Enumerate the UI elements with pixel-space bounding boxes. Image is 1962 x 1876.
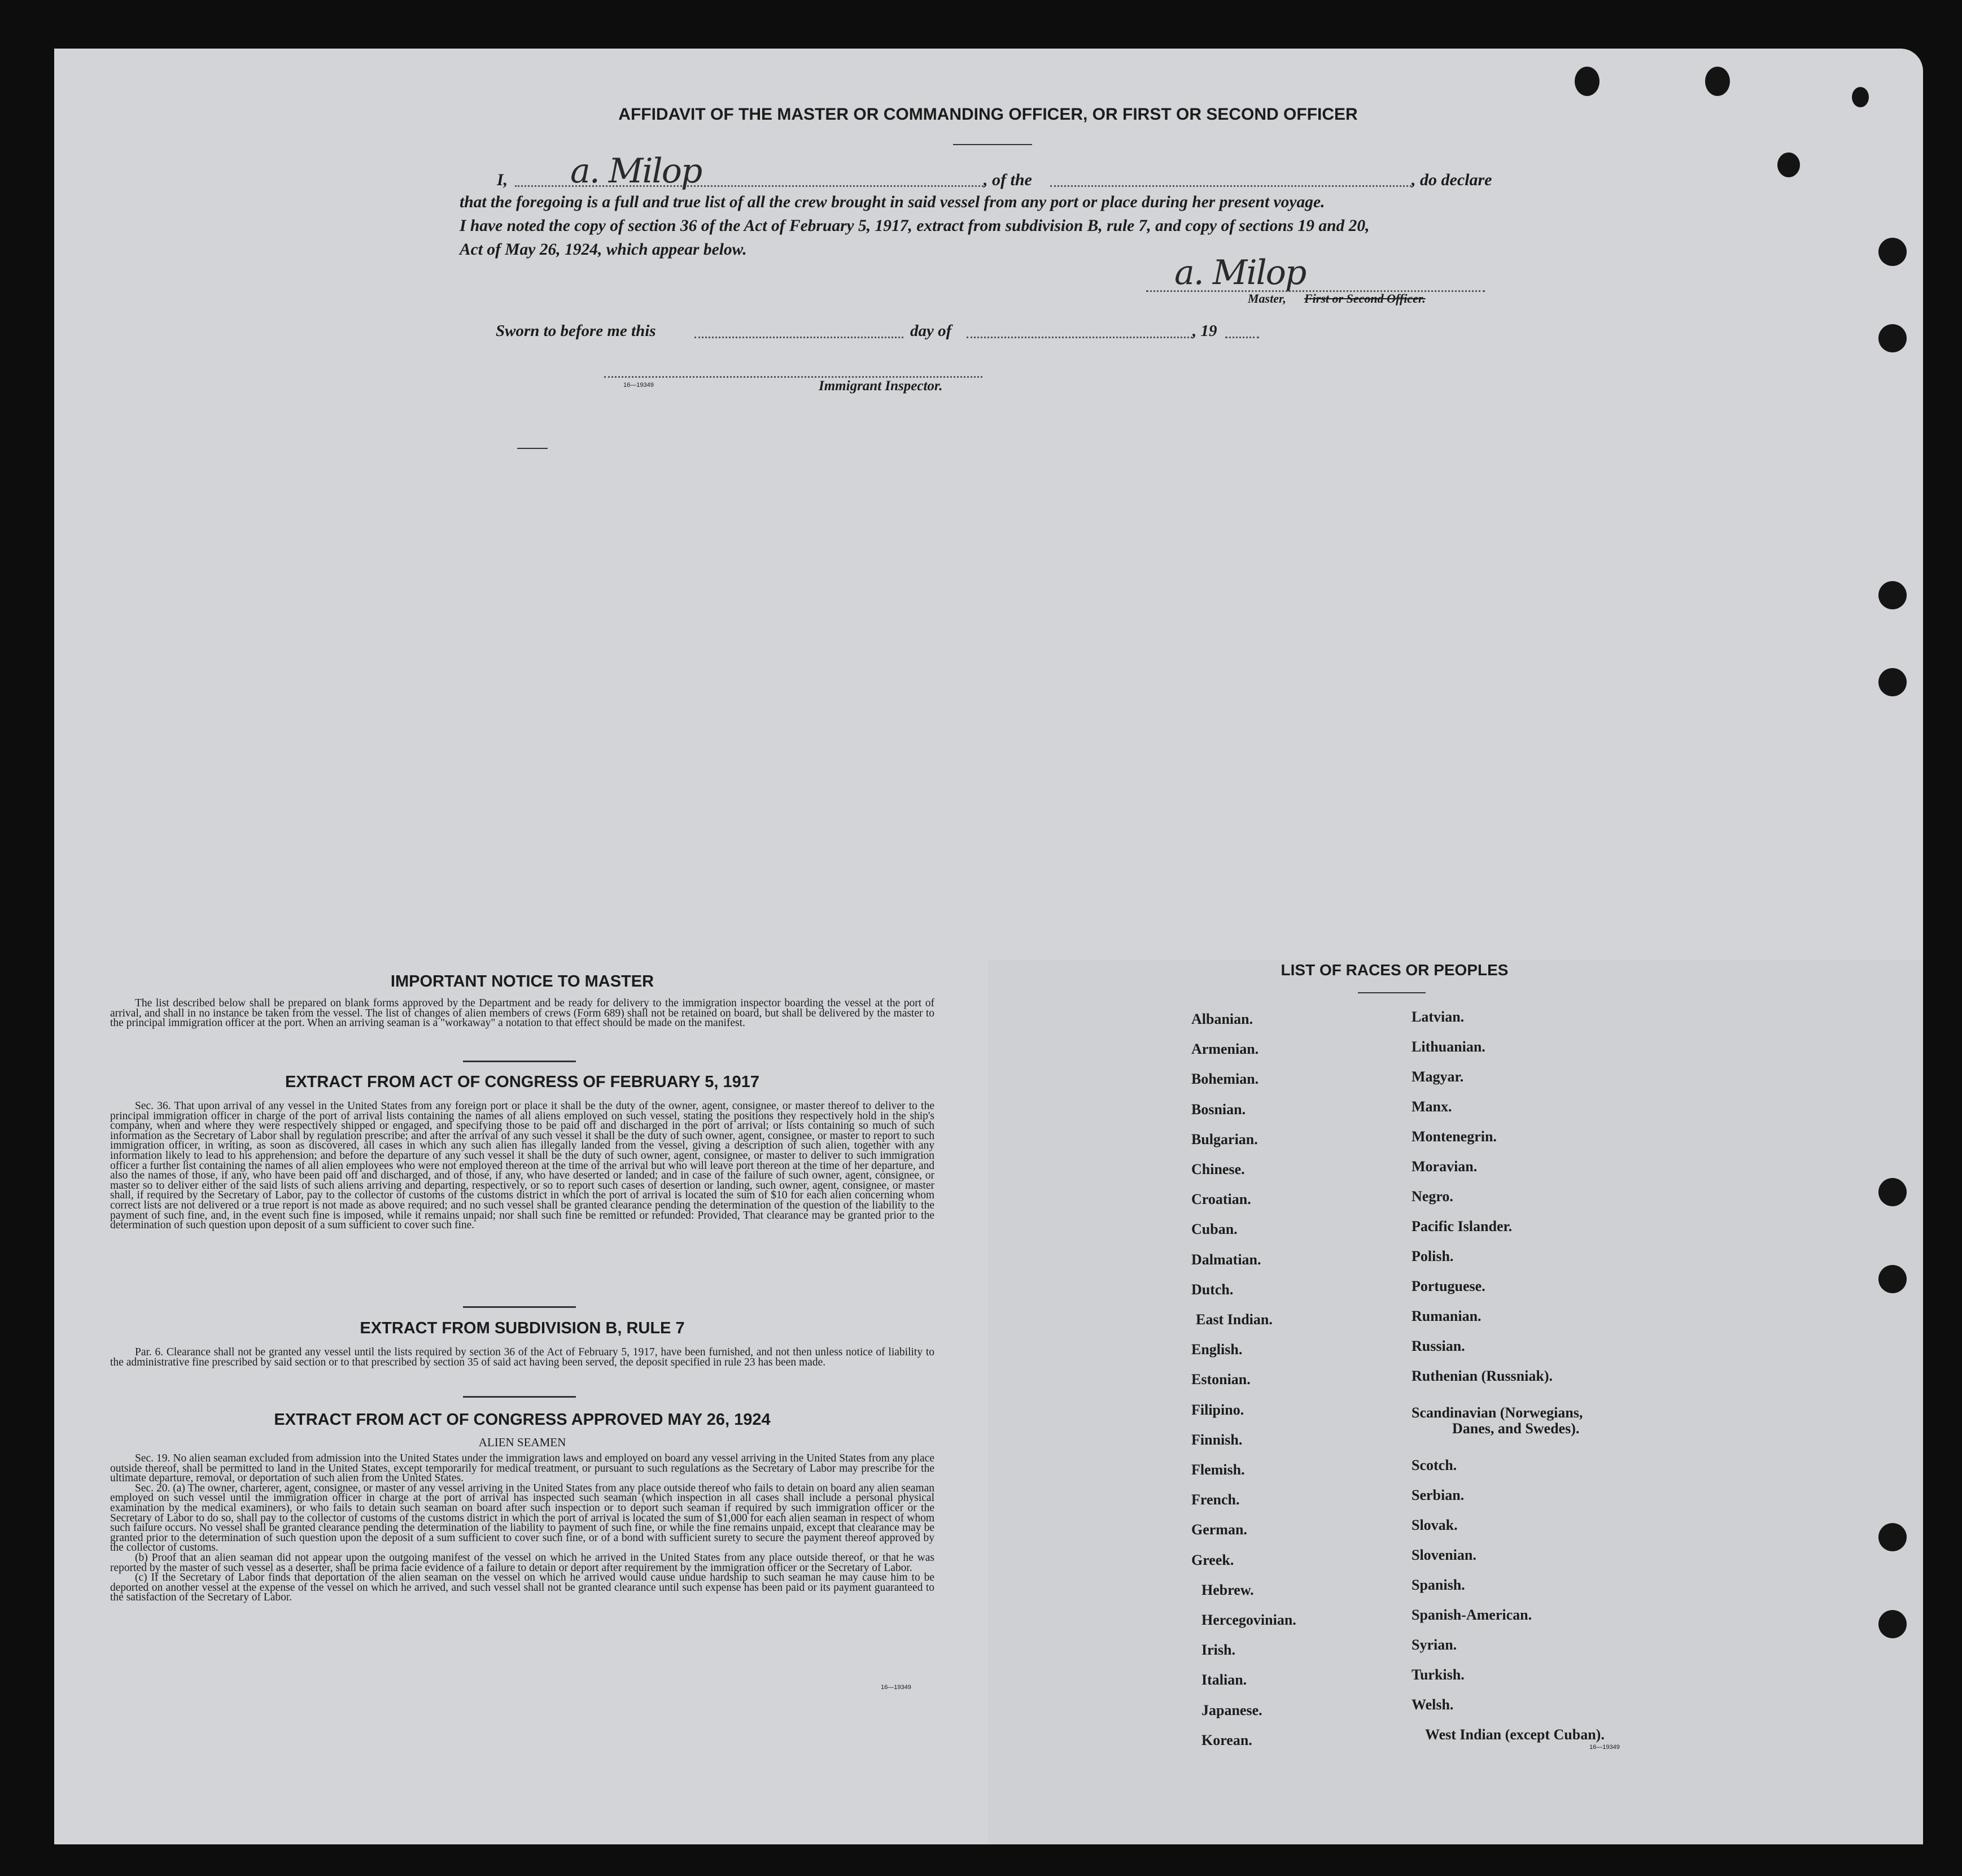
affidavit-title-rule bbox=[953, 144, 1032, 145]
notice-title: IMPORTANT NOTICE TO MASTER bbox=[390, 972, 654, 991]
punch-hole-11 bbox=[1878, 1523, 1907, 1551]
race-item-right: West Indian (except Cuban). bbox=[1425, 1726, 1605, 1743]
punch-hole-6 bbox=[1878, 324, 1907, 352]
notice-text bbox=[110, 998, 934, 1028]
punch-hole-1 bbox=[1575, 67, 1600, 96]
race-item-right: Serbian. bbox=[1412, 1487, 1465, 1503]
master-label: Master, bbox=[1248, 291, 1286, 306]
year-label: , 19 bbox=[1192, 322, 1217, 340]
punch-hole-2 bbox=[1705, 67, 1730, 96]
race-item-left: Bohemian. bbox=[1191, 1071, 1259, 1088]
affidavit-form-number: 16—19349 bbox=[623, 382, 654, 389]
sec-20a-paragraph: Sec. 20. (a) The owner, charterer, agent, consignee, or master of any vessel arriving in the United States from any place outside thereof who fails to detain on board any alien seaman employed on such vessel until the immigration officer in charge at the port of arrival has inspected such seaman (which inspection in all cases shall include a personal physical examination by the medical examiners), or who fails to detain such seaman on board after such inspection or to deport such seaman if required by such immigration officer or the Secretary of Labor to do so, shall pay to the collector of customs of the customs district in which the port of arrival is located the sum of $1,000 for each alien seaman in respect of whom such failure occurs. No vessel shall be granted clearance pending the determination of the liability to payment of such fine, or while the fine remains unpaid, except that clearance may be granted prior to the determination of such question upon the deposit of a sum sufficient to cover such fine, or of a bond with sufficient surety to secure the payment thereof approved by the collector of customs. bbox=[110, 1482, 934, 1554]
race-item-left: Flemish. bbox=[1191, 1461, 1245, 1478]
race-item-right: Turkish. bbox=[1412, 1666, 1465, 1683]
master-name-signature: a. Milop bbox=[570, 151, 702, 191]
punch-hole-5 bbox=[1878, 238, 1907, 266]
subdivision-b-text bbox=[110, 1347, 934, 1367]
race-item-right: Scotch. bbox=[1412, 1457, 1457, 1473]
punch-hole-7 bbox=[1878, 581, 1907, 609]
race-item-left: Greek. bbox=[1191, 1551, 1234, 1568]
race-item-right: Spanish. bbox=[1412, 1577, 1465, 1593]
sworn-day-line bbox=[694, 337, 903, 338]
punch-hole-10 bbox=[1878, 1265, 1907, 1293]
race-item-left: Filipino. bbox=[1191, 1401, 1244, 1418]
race-item-right: Scandinavian (Norwegians, bbox=[1412, 1404, 1583, 1421]
race-item-left: Hebrew. bbox=[1201, 1581, 1254, 1598]
race-item-left: Irish. bbox=[1201, 1642, 1235, 1659]
race-item-left: Hercegovinian. bbox=[1201, 1612, 1296, 1628]
race-item-left: German. bbox=[1191, 1521, 1247, 1538]
race-item-right: Slovenian. bbox=[1412, 1547, 1476, 1563]
par-6-paragraph: Par. 6. Clearance shall not be granted any vessel until the lists required by section 36 of the Act of February 5, 1917, have been furnished, and not then unless notice of liability to the administrative fine prescribed by said section or to that prescribed by section 35 of said act having been served, the deposit specified in rule 23 has been made. bbox=[110, 1346, 934, 1368]
sec-36-paragraph: Sec. 36. That upon arrival of any vessel in the United States from any foreign port or place it shall be the duty of the owner, agent, consignee, or master thereof to deliver to the principal immigration officer in charge of the port of arrival lists containing the names of all aliens employed on such vessel, stating the positions they respectively hold in the ship's company, when and where they were respectively shipped or engaged, and specifying those to be paid off and discharged in the port of arrival; or lists containing so much of such information as the Secretary of Labor shall by regulation prescribe; and after the arrival of any such vessel it shall be the duty of such owner, agent, consignee, or master to report to such immigration officer, in writing, as soon as discovered, all cases in which any such alien has illegally landed from the vessel, giving a description of such alien, together with any information likely to lead to his apprehension; and before the departure of any such vessel it shall be the duty of such owner, agent, consignee, or master to deliver to such immigration officer a further list containing the names of all alien employees who were not employed thereon at the time of the arrival but who will leave port thereon at the time of her departure, and also the names of those, if any, who have been paid off and discharged, and of those, if any, who have deserted or landed; and in case of the failure of such owner, agent, consignee, or master so to deliver either of the said lists of such aliens arriving and departing, respectively, or so to report such cases of desertion or landing, such owner, agent, consignee, or master shall, if required by the Secretary of Labor, pay to the collector of customs of the customs district in which the port of arrival is located the sum of $10 for each alien concerning whom correct lists are not delivered or a true report is not made as above required; and no such vessel shall be granted clearance pending the determination of the question of the liability to the payment of such fine, and, in the event such fine is imposed, while it remains unpaid; nor shall such fine be remitted or refunded: Provided, That clearance may be granted prior to the determination of such question upon deposit of a sum sufficient to cover such fine. bbox=[110, 1100, 934, 1232]
punch-hole-12 bbox=[1878, 1610, 1907, 1638]
sworn-year-line bbox=[1225, 337, 1259, 338]
race-item-right: Polish. bbox=[1412, 1248, 1454, 1264]
race-item-left: Korean. bbox=[1201, 1731, 1252, 1748]
race-item-right: Slovak. bbox=[1412, 1517, 1458, 1533]
vessel-name-line bbox=[1050, 185, 1412, 187]
race-item-left: Chinese. bbox=[1191, 1161, 1245, 1177]
punch-hole-8 bbox=[1878, 668, 1907, 696]
race-item-right: Danes, and Swedes). bbox=[1452, 1420, 1580, 1437]
race-item-right: Russian. bbox=[1412, 1338, 1465, 1354]
race-item-left: Croatian. bbox=[1191, 1191, 1251, 1208]
race-item-right: Negro. bbox=[1412, 1188, 1453, 1205]
extract-1917-title: EXTRACT FROM ACT OF CONGRESS OF FEBRUARY 5, 1917 bbox=[285, 1073, 760, 1091]
affidavit-line-1: that the foregoing is a full and true list of all the crew brought in said vessel from any port or place during her present voyage. bbox=[460, 193, 1325, 211]
race-item-left: Italian. bbox=[1201, 1672, 1247, 1689]
day-of-label: day of bbox=[910, 322, 952, 340]
do-declare-label: , do declare bbox=[1412, 171, 1492, 189]
races-title: LIST OF RACES OR PEOPLES bbox=[1281, 961, 1509, 979]
race-item-right: Latvian. bbox=[1412, 1009, 1465, 1025]
punch-hole-4 bbox=[1777, 152, 1800, 177]
affidavit-title: AFFIDAVIT OF THE MASTER OR COMMANDING OFFICER, OR FIRST OR SECOND OFFICER bbox=[618, 105, 1358, 124]
extract-1917-divider bbox=[463, 1306, 576, 1308]
inspector-line bbox=[604, 376, 982, 378]
race-item-right: Spanish-American. bbox=[1412, 1607, 1532, 1623]
race-item-right: Lithuanian. bbox=[1412, 1039, 1485, 1055]
sec-19-paragraph: Sec. 19. No alien seaman excluded from admission into the United States under the immigration laws and employed on board any vessel arriving in the United States from any place outside thereof, shall be permitted to land in the United States, except temporarily for medical treatment, or pursuant to such regulations as the Secretary of Labor may prescribe for the ultimate departure, removal, or deportation of such alien from the United States. bbox=[110, 1452, 934, 1485]
sworn-month-line bbox=[967, 337, 1192, 338]
affidavit-line-2: I have noted the copy of section 36 of the Act of February 5, 1917, extract from subdivision B, rule 7, and copy of sections 19 and 20, bbox=[460, 217, 1370, 235]
extract-1917-text bbox=[110, 1101, 934, 1231]
race-item-left: Dutch. bbox=[1191, 1281, 1234, 1298]
race-item-left: Dalmatian. bbox=[1191, 1251, 1261, 1268]
struck-officer-label: First or Second Officer. bbox=[1304, 291, 1426, 306]
races-form-number: 16—19349 bbox=[1589, 1744, 1620, 1751]
race-item-right: Pacific Islander. bbox=[1412, 1218, 1513, 1234]
race-item-left: English. bbox=[1191, 1341, 1243, 1358]
affidavit-line-3: Act of May 26, 1924, which appear below. bbox=[460, 241, 747, 259]
race-item-left: Armenian. bbox=[1191, 1041, 1259, 1058]
subdivision-b-divider bbox=[463, 1396, 576, 1398]
master-signature: a. Milop bbox=[1174, 253, 1306, 293]
race-item-left: East Indian. bbox=[1196, 1311, 1273, 1328]
sec-20b-paragraph: (b) Proof that an alien seaman did not appear upon the outgoing manifest of the vessel on which he arrived in the United States from any place outside thereof, or that he was reported by the master of such vessel as a deserter, shall be prima facie evidence of a failure to detain or deport after requirement by the immigration officer or the Secretary of Labor. bbox=[110, 1551, 934, 1574]
race-item-left: Bulgarian. bbox=[1191, 1131, 1258, 1148]
race-item-left: Japanese. bbox=[1201, 1702, 1262, 1718]
race-item-left: Finnish. bbox=[1191, 1431, 1243, 1448]
notice-paragraph: The list described below shall be prepared on blank forms approved by the Department and be ready for delivery to the immigration inspector boarding the vessel at the port of arrival, and shall in no instance be taken from the vessel. The list of changes of alien members of crews (Form 689) shall not be retained on board, but shall be delivered by the master to the principal immigration officer at the port. When an arriving seaman is a "workaway" a notation to that effect should be made on the manifest. bbox=[110, 997, 934, 1029]
race-item-left: Bosnian. bbox=[1191, 1101, 1246, 1118]
race-item-right: Rumanian. bbox=[1412, 1308, 1482, 1324]
stray-mark bbox=[517, 448, 548, 449]
inspector-label: Immigrant Inspector. bbox=[819, 378, 943, 394]
lower-right-page-panel bbox=[988, 960, 1923, 1844]
race-item-right: Manx. bbox=[1412, 1098, 1452, 1115]
race-item-right: Magyar. bbox=[1412, 1068, 1464, 1085]
extract-form-number: 16—19349 bbox=[881, 1684, 911, 1691]
race-item-right: Ruthenian (Russniak). bbox=[1412, 1368, 1553, 1384]
of-the-label: , of the bbox=[984, 171, 1032, 189]
notice-divider bbox=[463, 1061, 576, 1062]
race-item-right: Moravian. bbox=[1412, 1158, 1478, 1175]
race-item-left: French. bbox=[1191, 1491, 1240, 1508]
race-item-left: Estonian. bbox=[1191, 1371, 1251, 1388]
extract-1924-title: EXTRACT FROM ACT OF CONGRESS APPROVED MAY 26, 1924 bbox=[274, 1411, 771, 1429]
race-item-right: Syrian. bbox=[1412, 1637, 1457, 1653]
race-item-left: Albanian. bbox=[1191, 1011, 1253, 1027]
race-item-right: Welsh. bbox=[1412, 1696, 1454, 1713]
extract-1924-text bbox=[110, 1454, 934, 1603]
race-item-right: Montenegrin. bbox=[1412, 1128, 1497, 1145]
punch-hole-3 bbox=[1852, 87, 1869, 107]
race-item-right: Portuguese. bbox=[1412, 1278, 1485, 1294]
affidavit-i-label: I, bbox=[497, 171, 508, 189]
sworn-label: Sworn to before me this bbox=[496, 322, 656, 340]
sec-20c-paragraph: (c) If the Secretary of Labor finds that deportation of the alien seaman on the vessel on which he arrived would cause undue hardship to such seaman he may cause him to be deported on another vessel at the expense of the vessel on which he arrived, and such vessel shall not be granted clearance until such expense has been paid or its payment guaranteed to the satisfaction of the Secretary of Labor. bbox=[110, 1572, 934, 1604]
subdivision-b-title: EXTRACT FROM SUBDIVISION B, RULE 7 bbox=[360, 1319, 685, 1337]
punch-hole-9 bbox=[1878, 1178, 1907, 1206]
alien-seamen-subtitle: ALIEN SEAMEN bbox=[478, 1436, 566, 1449]
races-title-rule bbox=[1358, 992, 1426, 993]
race-item-left: Cuban. bbox=[1191, 1221, 1238, 1238]
